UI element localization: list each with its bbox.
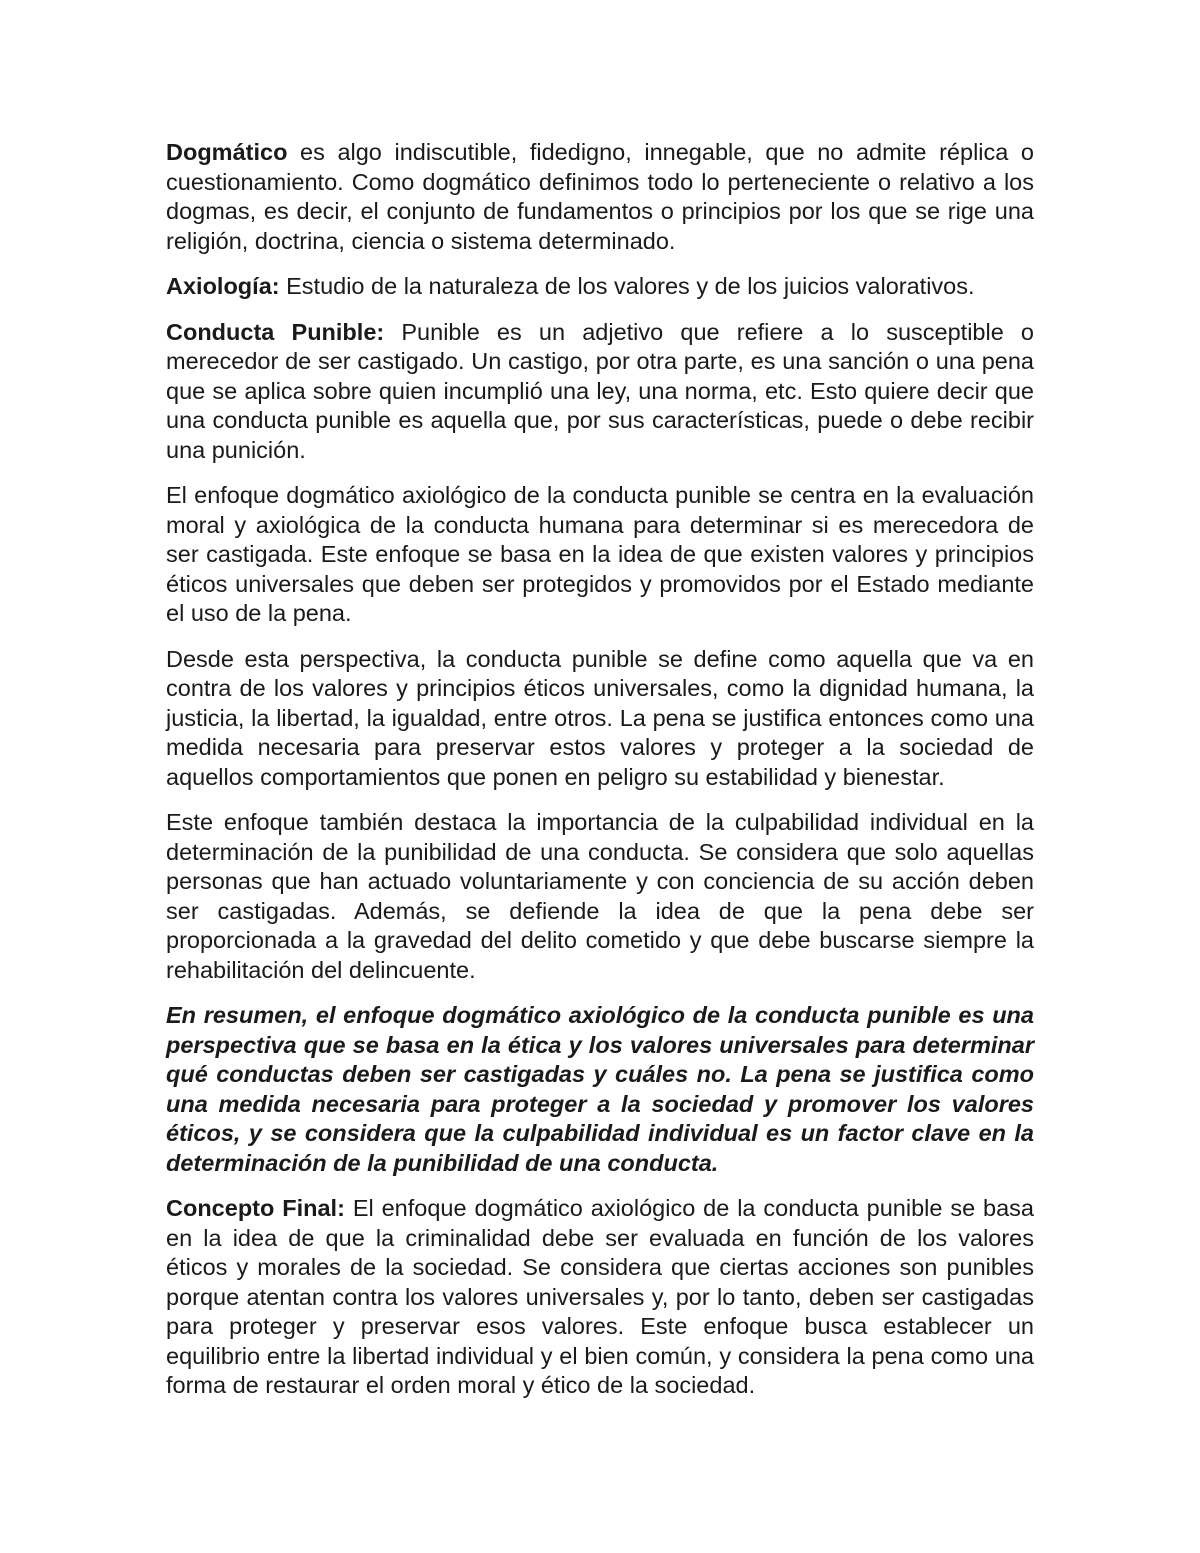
paragraph-dogmatico [166,138,1034,256]
document-page [166,138,1034,1417]
paragraph-concepto-final [166,1194,1034,1401]
definition-concepto-final: El enfoque dogmático axiológico de la conducta punible se basa en la idea de que la criminalidad debe ser evaluada en función de los valores éticos y morales de la sociedad. Se considera que ciertas acciones son punibles porque atentan contra los valores universales y, por lo tanto, deben ser castigadas para proteger y preservar esos valores. Este enfoque busca establecer un equilibrio entre la libertad individual y el bien común, y considera la pena como una forma de restaurar el orden moral y ético de la sociedad. [166,1195,1034,1398]
term-conducta-punible: Conducta Punible: [166,318,385,345]
term-axiologia: Axiología: [166,273,280,299]
paragraph-conducta-punible [166,318,1034,466]
term-dogmatico: Dogmático [166,139,288,165]
definition-axiologia: Estudio de la naturaleza de los valores y de los juicios valorativos. [279,273,975,299]
definition-conducta-punible: Punible es un adjetivo que refiere a lo susceptible o merecedor de ser castigado. Un castigo, por otra parte, es una sanción o una pena que se aplica sobre quien incumplió una ley, una norma, etc. Esto quiere decir que una conducta punible es aquella que, por sus características, puede o debe recibir una punición. [166,318,1035,463]
paragraph-enfoque: El enfoque dogmático axiológico de la conducta punible se centra en la evaluación moral y axiológica de la conducta humana para determinar si es merecedora de ser castigada. Este enfoque se basa en la idea de que existen valores y principios éticos universales que deben ser protegidos y promovidos por el Estado mediante el uso de la pena. [166,482,1034,626]
definition-dogmatico: es algo indiscutible, fidedigno, innegable, que no admite réplica o cuestionamiento. Como dogmático definimos todo lo perteneciente o relativo a los dogmas, es decir, el conjunto de fundamentos o principios por los que se rige una religión, doctrina, ciencia o sistema determinado. [166,139,1034,254]
paragraph-axiologia [166,272,1034,302]
paragraph-culpabilidad: Este enfoque también destaca la importancia de la culpabilidad individual en la determinación de la punibilidad de una conducta. Se considera que solo aquellas personas que han actuado voluntariamente y con conciencia de su acción deben ser castigadas. Además, se defiende la idea de que la pena debe ser proporcionada a la gravedad del delito cometido y que debe buscarse siempre la rehabilitación del delincuente. [166,809,1034,983]
paragraph-resumen: En resumen, el enfoque dogmático axiológico de la conducta punible es una perspectiva que se basa en la ética y los valores universales para determinar qué conductas deben ser castigadas y cuáles no. La pena se justifica como una medida necesaria para proteger a la sociedad y promover los valores éticos, y se considera que la culpabilidad individual es un factor clave en la determinación de la punibilidad de una conducta. [166,1002,1034,1176]
paragraph-perspectiva: Desde esta perspectiva, la conducta punible se define como aquella que va en contra de los valores y principios éticos universales, como la dignidad humana, la justicia, la libertad, la igualdad, entre otros. La pena se justifica entonces como una medida necesaria para preservar estos valores y proteger a la sociedad de aquellos comportamientos que ponen en peligro su estabilidad y bienestar. [166,645,1034,790]
term-concepto-final: Concepto Final: [166,1195,345,1221]
